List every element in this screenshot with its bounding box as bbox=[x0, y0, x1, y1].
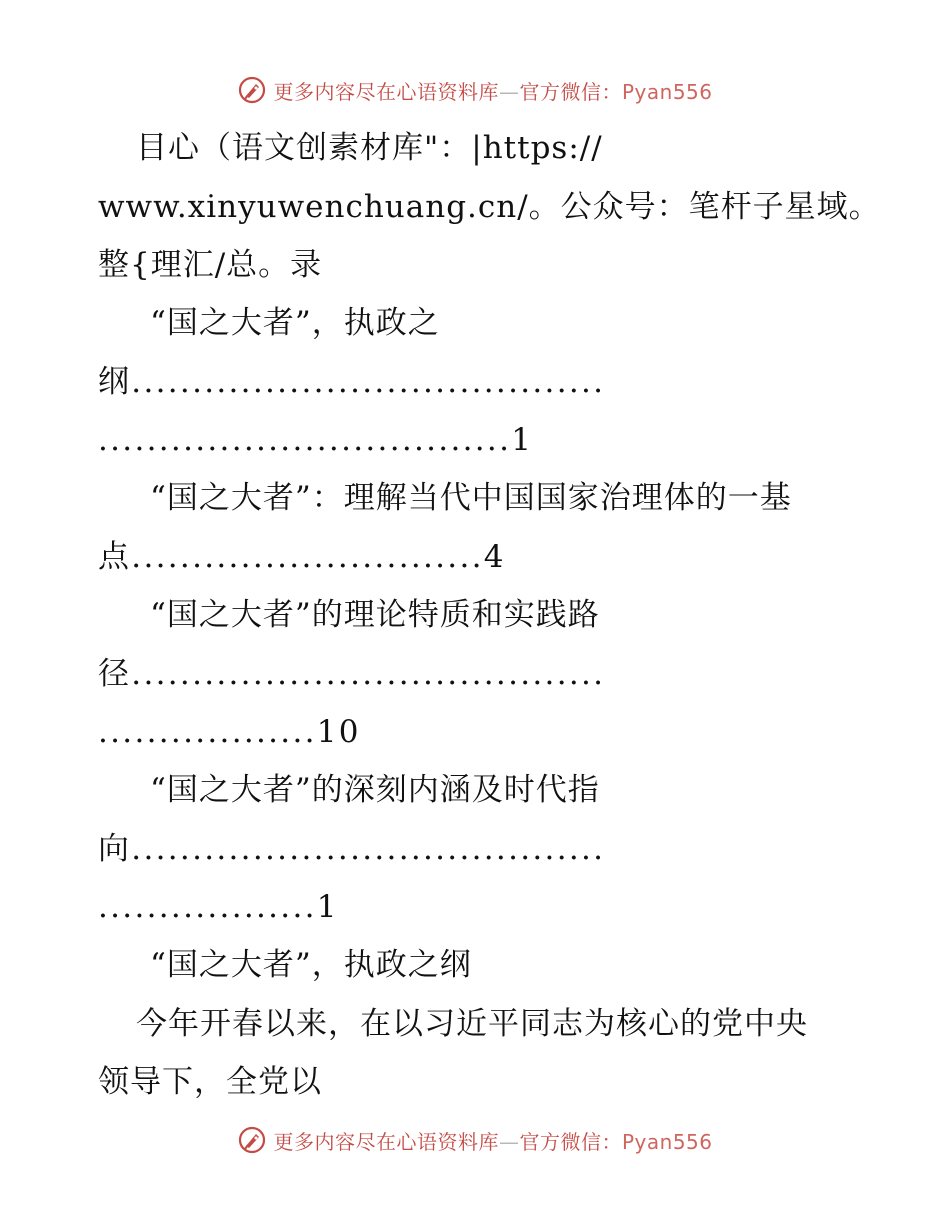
banner-separator: — bbox=[498, 1129, 520, 1154]
toc-entry-1-leader: 纲....................................... bbox=[98, 364, 606, 400]
toc-entry-4-leader: 向....................................... bbox=[98, 831, 606, 867]
toc-entry-1-title: “国之大者”，执政之 bbox=[150, 305, 440, 341]
body-paragraph-line-1: 今年开春以来，在以习近平同志为核心的党中央 bbox=[136, 1006, 808, 1042]
banner-text bbox=[273, 1126, 712, 1155]
pen-nib-logo-icon bbox=[237, 75, 267, 105]
toc-entry-3-title: “国之大者”的理论特质和实践路 bbox=[150, 597, 600, 633]
toc-entry-1-page: ..................................1 bbox=[98, 422, 534, 458]
toc-entry-2-title: “国之大者”：理解当代中国国家治理体的一基 bbox=[150, 480, 792, 516]
banner-wechat-id: Pyan556 bbox=[621, 79, 713, 104]
toc-entry-2-page: 点.............................4 bbox=[98, 539, 506, 575]
toc-entry-3-leader: 径....................................... bbox=[98, 656, 606, 692]
banner-main-text: 更多内容尽在心语资料库 bbox=[273, 79, 499, 104]
body-paragraph-line-2: 领导下，全党以 bbox=[98, 1064, 322, 1100]
banner-separator: — bbox=[498, 79, 520, 104]
header-watermark-banner bbox=[0, 70, 950, 110]
banner-official-text: 官方微信： bbox=[519, 1129, 622, 1154]
toc-entry-3-page: ..................10 bbox=[98, 714, 361, 750]
header-line-1: 目心（语文创素材库"：|https:// bbox=[136, 130, 603, 166]
banner-wechat-id: Pyan556 bbox=[621, 1129, 713, 1154]
header-line-2: www.xinyuwenchuang.cn/。公众号：笔杆子星域。 bbox=[98, 189, 881, 225]
banner-main-text: 更多内容尽在心语资料库 bbox=[273, 1129, 499, 1154]
footer-watermark-banner bbox=[0, 1120, 950, 1160]
header-line-3: 整{理汇/总。录 bbox=[98, 247, 323, 283]
pen-nib-logo-icon bbox=[237, 1125, 267, 1155]
banner-text bbox=[273, 76, 712, 105]
toc-entry-4-title: “国之大者”的深刻内涵及时代指 bbox=[150, 772, 600, 808]
toc-entry-4-page: ..................1 bbox=[98, 889, 339, 925]
banner-official-text: 官方微信： bbox=[519, 79, 622, 104]
section-heading: “国之大者”，执政之纲 bbox=[150, 947, 472, 983]
